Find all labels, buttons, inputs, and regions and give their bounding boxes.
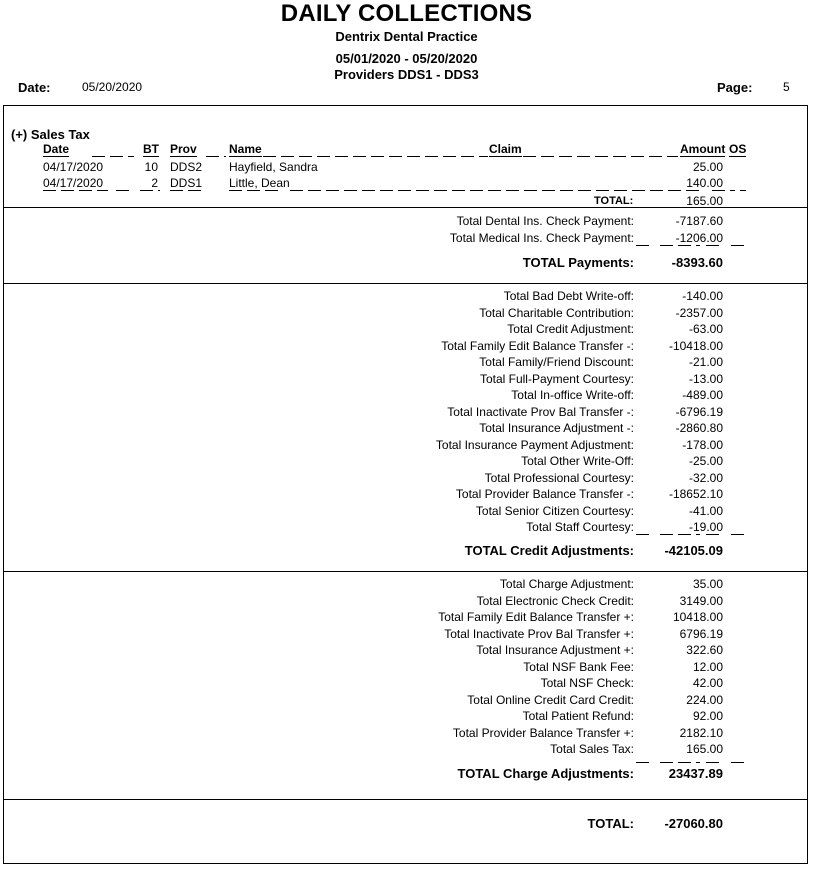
dash-segment [560,190,573,191]
providers-range: Providers DDS1 - DDS3 [334,67,479,82]
table-cell-date: 04/17/2020 [43,176,104,190]
table-cell-date: 04/17/2020 [43,160,104,174]
dash-segment [452,190,465,191]
charge-adjustment-label: Total Inactivate Prov Bal Transfer +: [444,626,634,641]
dash-segment [362,190,375,191]
dash-segment [686,190,699,191]
dash-segment [353,156,366,157]
dash-segment [706,245,719,246]
dash-segment [577,156,590,157]
section-title-sales-tax: (+) Sales Tax [11,127,90,142]
credit-adjustment-value: -6796.19 [675,404,723,419]
dash-segment [158,190,160,191]
credit-adjustment-label: Total Provider Balance Transfer -: [455,487,634,501]
column-header-prov: Prov [170,142,197,156]
credit-adjustment-label: Total Other Write-Off: [521,454,634,468]
dash-segment [678,534,691,535]
credit-adjustment-label: Total Inactivate Prov Bal Transfer -: [447,404,634,419]
dash-segment [632,190,645,191]
dash-segment [631,156,644,157]
practice-name: Dentrix Dental Practice [335,29,478,44]
credit-adjustment-label: Total Professional Courtesy: [484,470,634,485]
dash-segment [229,190,242,191]
charge-adjustment-label: Total Online Credit Card Credit: [467,692,634,707]
dash-segment [380,190,393,191]
dash-segment [488,190,501,191]
dash-segment [523,156,536,157]
dash-segment [371,156,384,157]
grand-total-value: -27060.80 [664,816,723,831]
charge-adjustment-label: Total Electronic Check Credit: [476,593,634,608]
dash-segment [326,190,339,191]
dash-segment [110,156,123,157]
charge-adjustment-label: Total Family Edit Balance Transfer +: [438,610,634,624]
table-cell-amount: 140.00 [686,176,723,190]
grand-total-label: TOTAL: [587,816,634,831]
dash-segment [224,156,226,157]
dash-segment [660,762,673,763]
credit-adjustment-value: -25.00 [688,454,723,468]
dash-segment [542,190,555,191]
charge-adjustments-total-value: 23437.89 [668,766,723,781]
dash-segment [578,190,591,191]
dash-segment [265,190,278,191]
dash-segment [731,245,744,246]
charge-adjustment-value: 35.00 [692,577,723,591]
dash-segment [128,156,134,157]
date-range: 05/01/2020 - 05/20/2020 [335,51,478,66]
dash-segment [636,245,649,246]
report-date: 05/20/2020 [82,80,143,94]
column-header-name: Name [229,142,262,156]
dash-segment [299,156,312,157]
dash-segment [559,156,572,157]
dash-segment [317,156,330,157]
dash-segment [206,156,219,157]
dash-segment [140,190,153,191]
credit-adjustment-label: Total Staff Courtesy: [526,520,634,534]
credit-adjustment-value: -41.00 [688,503,723,518]
dash-segment [61,190,74,191]
dash-segment [650,190,663,191]
credit-adjustment-value: -2357.00 [675,305,723,320]
charge-adjustment-value: 2182.10 [679,725,723,740]
dash-segment [479,156,488,157]
credit-adjustment-label: Total In-office Write-off: [511,388,634,402]
column-header-bt: BT [143,142,159,156]
dash-segment [731,534,744,535]
page-number: 5 [783,80,790,94]
dash-segment [470,190,483,191]
column-header-claim: Claim [489,142,522,156]
credit-adjustment-value: -18652.10 [668,487,723,501]
dash-segment [541,156,554,157]
dash-segment [92,156,105,157]
dash-segment [649,156,662,157]
charge-adjustment-value: 10418.00 [672,610,723,624]
sales-tax-total-label: TOTAL: [594,195,634,207]
credit-adjustment-label: Total Full-Payment Courtesy: [479,371,634,386]
credit-adjustment-label: Total Charitable Contribution: [479,305,634,320]
dash-segment [443,156,456,157]
charge-adjustment-label: Total Provider Balance Transfer +: [452,725,634,740]
payments-total-label: TOTAL Payments: [522,255,634,270]
dash-segment [416,190,429,191]
charge-adjustment-value: 165.00 [686,742,723,756]
charge-adjustment-label: Total NSF Check: [540,676,634,690]
charge-adjustment-label: Total NSF Bank Fee: [523,659,634,674]
dash-segment [660,534,673,535]
dash-segment [696,762,700,763]
report-title: DAILY COLLECTIONS [280,0,533,27]
charge-adjustments-total-label: TOTAL Charge Adjustments: [457,766,634,781]
charge-adjustment-value: 6796.19 [679,626,723,641]
credit-adjustments-total-label: TOTAL Credit Adjustments: [464,543,634,558]
dash-segment [188,190,201,191]
dash-segment [696,534,700,535]
dash-segment [43,190,56,191]
payments-total-value: -8393.60 [671,255,723,270]
table-cell-prov: DDS2 [170,160,203,174]
dash-segment [712,190,725,191]
dash-segment [116,190,129,191]
credit-adjustment-label: Total Family/Friend Discount: [479,355,634,369]
dash-segment [335,156,348,157]
charge-adjustment-value: 12.00 [692,659,723,674]
charge-adjustment-value: 322.60 [686,643,723,657]
sales-tax-total-value: 165.00 [686,194,723,208]
dash-segment [407,156,420,157]
credit-adjustment-value: -63.00 [688,322,723,336]
dash-segment [636,534,649,535]
dash-segment [506,190,519,191]
dash-segment [281,156,294,157]
credit-adjustment-label: Total Insurance Adjustment -: [479,421,634,435]
dash-segment [308,190,321,191]
dash-segment [596,190,609,191]
table-cell-name: Hayfield, Sandra [229,160,318,174]
credit-adjustment-value: -13.00 [688,371,723,386]
payment-value: -7187.60 [675,214,723,228]
column-header-amount: Amount [680,142,726,156]
credit-adjustment-value: -489.00 [682,388,723,402]
credit-adjustment-label: Total Bad Debt Write-off: [503,289,634,303]
dash-segment [524,190,537,191]
credit-adjustment-label: Total Senior Citizen Courtesy: [475,503,634,518]
dash-segment [398,190,411,191]
table-cell-name: Little, Dean [229,176,290,190]
date-label: Date: [18,80,51,95]
section-divider [3,571,808,572]
table-cell-amount: 25.00 [692,160,723,174]
dash-segment [595,156,608,157]
credit-adjustment-value: -32.00 [688,470,723,485]
credit-adjustment-value: -19.00 [688,520,723,534]
dash-segment [79,190,92,191]
dash-segment [706,534,719,535]
dash-segment [660,245,673,246]
charge-adjustment-value: 42.00 [692,676,723,690]
credit-adjustment-value: -2860.80 [675,421,723,435]
section-divider [3,283,808,284]
payment-label: Total Medical Ins. Check Payment: [449,231,634,245]
dash-segment [636,762,649,763]
dash-segment [614,190,627,191]
column-header-os: OS [729,142,747,156]
dash-segment [263,156,276,157]
column-header-date: Date [43,142,70,156]
credit-adjustment-label: Total Insurance Payment Adjustment: [435,437,634,452]
dash-segment [389,156,402,157]
dash-segment [170,190,183,191]
charge-adjustment-label: Total Sales Tax: [550,742,634,756]
dash-segment [425,156,438,157]
dash-segment [678,245,691,246]
dash-segment [730,190,735,191]
credit-adjustment-label: Total Credit Adjustment: [507,322,634,336]
dash-segment [731,762,744,763]
credit-adjustment-label: Total Family Edit Balance Transfer -: [441,338,634,353]
dash-segment [247,190,260,191]
section-divider [3,799,808,800]
dash-segment [667,156,678,157]
dash-segment [461,156,474,157]
charge-adjustment-label: Total Insurance Adjustment +: [476,643,634,657]
dash-segment [696,245,700,246]
charge-adjustment-value: 92.00 [692,709,723,723]
dash-segment [668,190,681,191]
table-cell-bt: 10 [144,160,158,174]
credit-adjustments-total-value: -42105.09 [664,543,723,558]
dash-segment [97,190,108,191]
dash-segment [434,190,447,191]
credit-adjustment-value: -10418.00 [668,338,723,353]
charge-adjustment-label: Total Charge Adjustment: [499,577,634,591]
table-cell-bt: 2 [151,176,158,190]
dash-segment [740,190,746,191]
charge-adjustment-value: 3149.00 [679,593,723,608]
credit-adjustment-value: -140.00 [682,289,723,303]
dash-segment [344,190,357,191]
table-cell-prov: DDS1 [170,176,203,190]
dash-segment [613,156,626,157]
dash-segment [678,762,691,763]
dash-segment [706,762,719,763]
page-label: Page: [717,80,753,95]
credit-adjustment-value: -178.00 [682,437,723,452]
charge-adjustment-value: 224.00 [686,692,723,707]
charge-adjustment-label: Total Patient Refund: [522,709,634,723]
dash-segment [290,190,303,191]
credit-adjustment-value: -21.00 [688,355,723,369]
payment-label: Total Dental Ins. Check Payment: [456,214,634,228]
payment-value: -1206.00 [675,231,723,245]
